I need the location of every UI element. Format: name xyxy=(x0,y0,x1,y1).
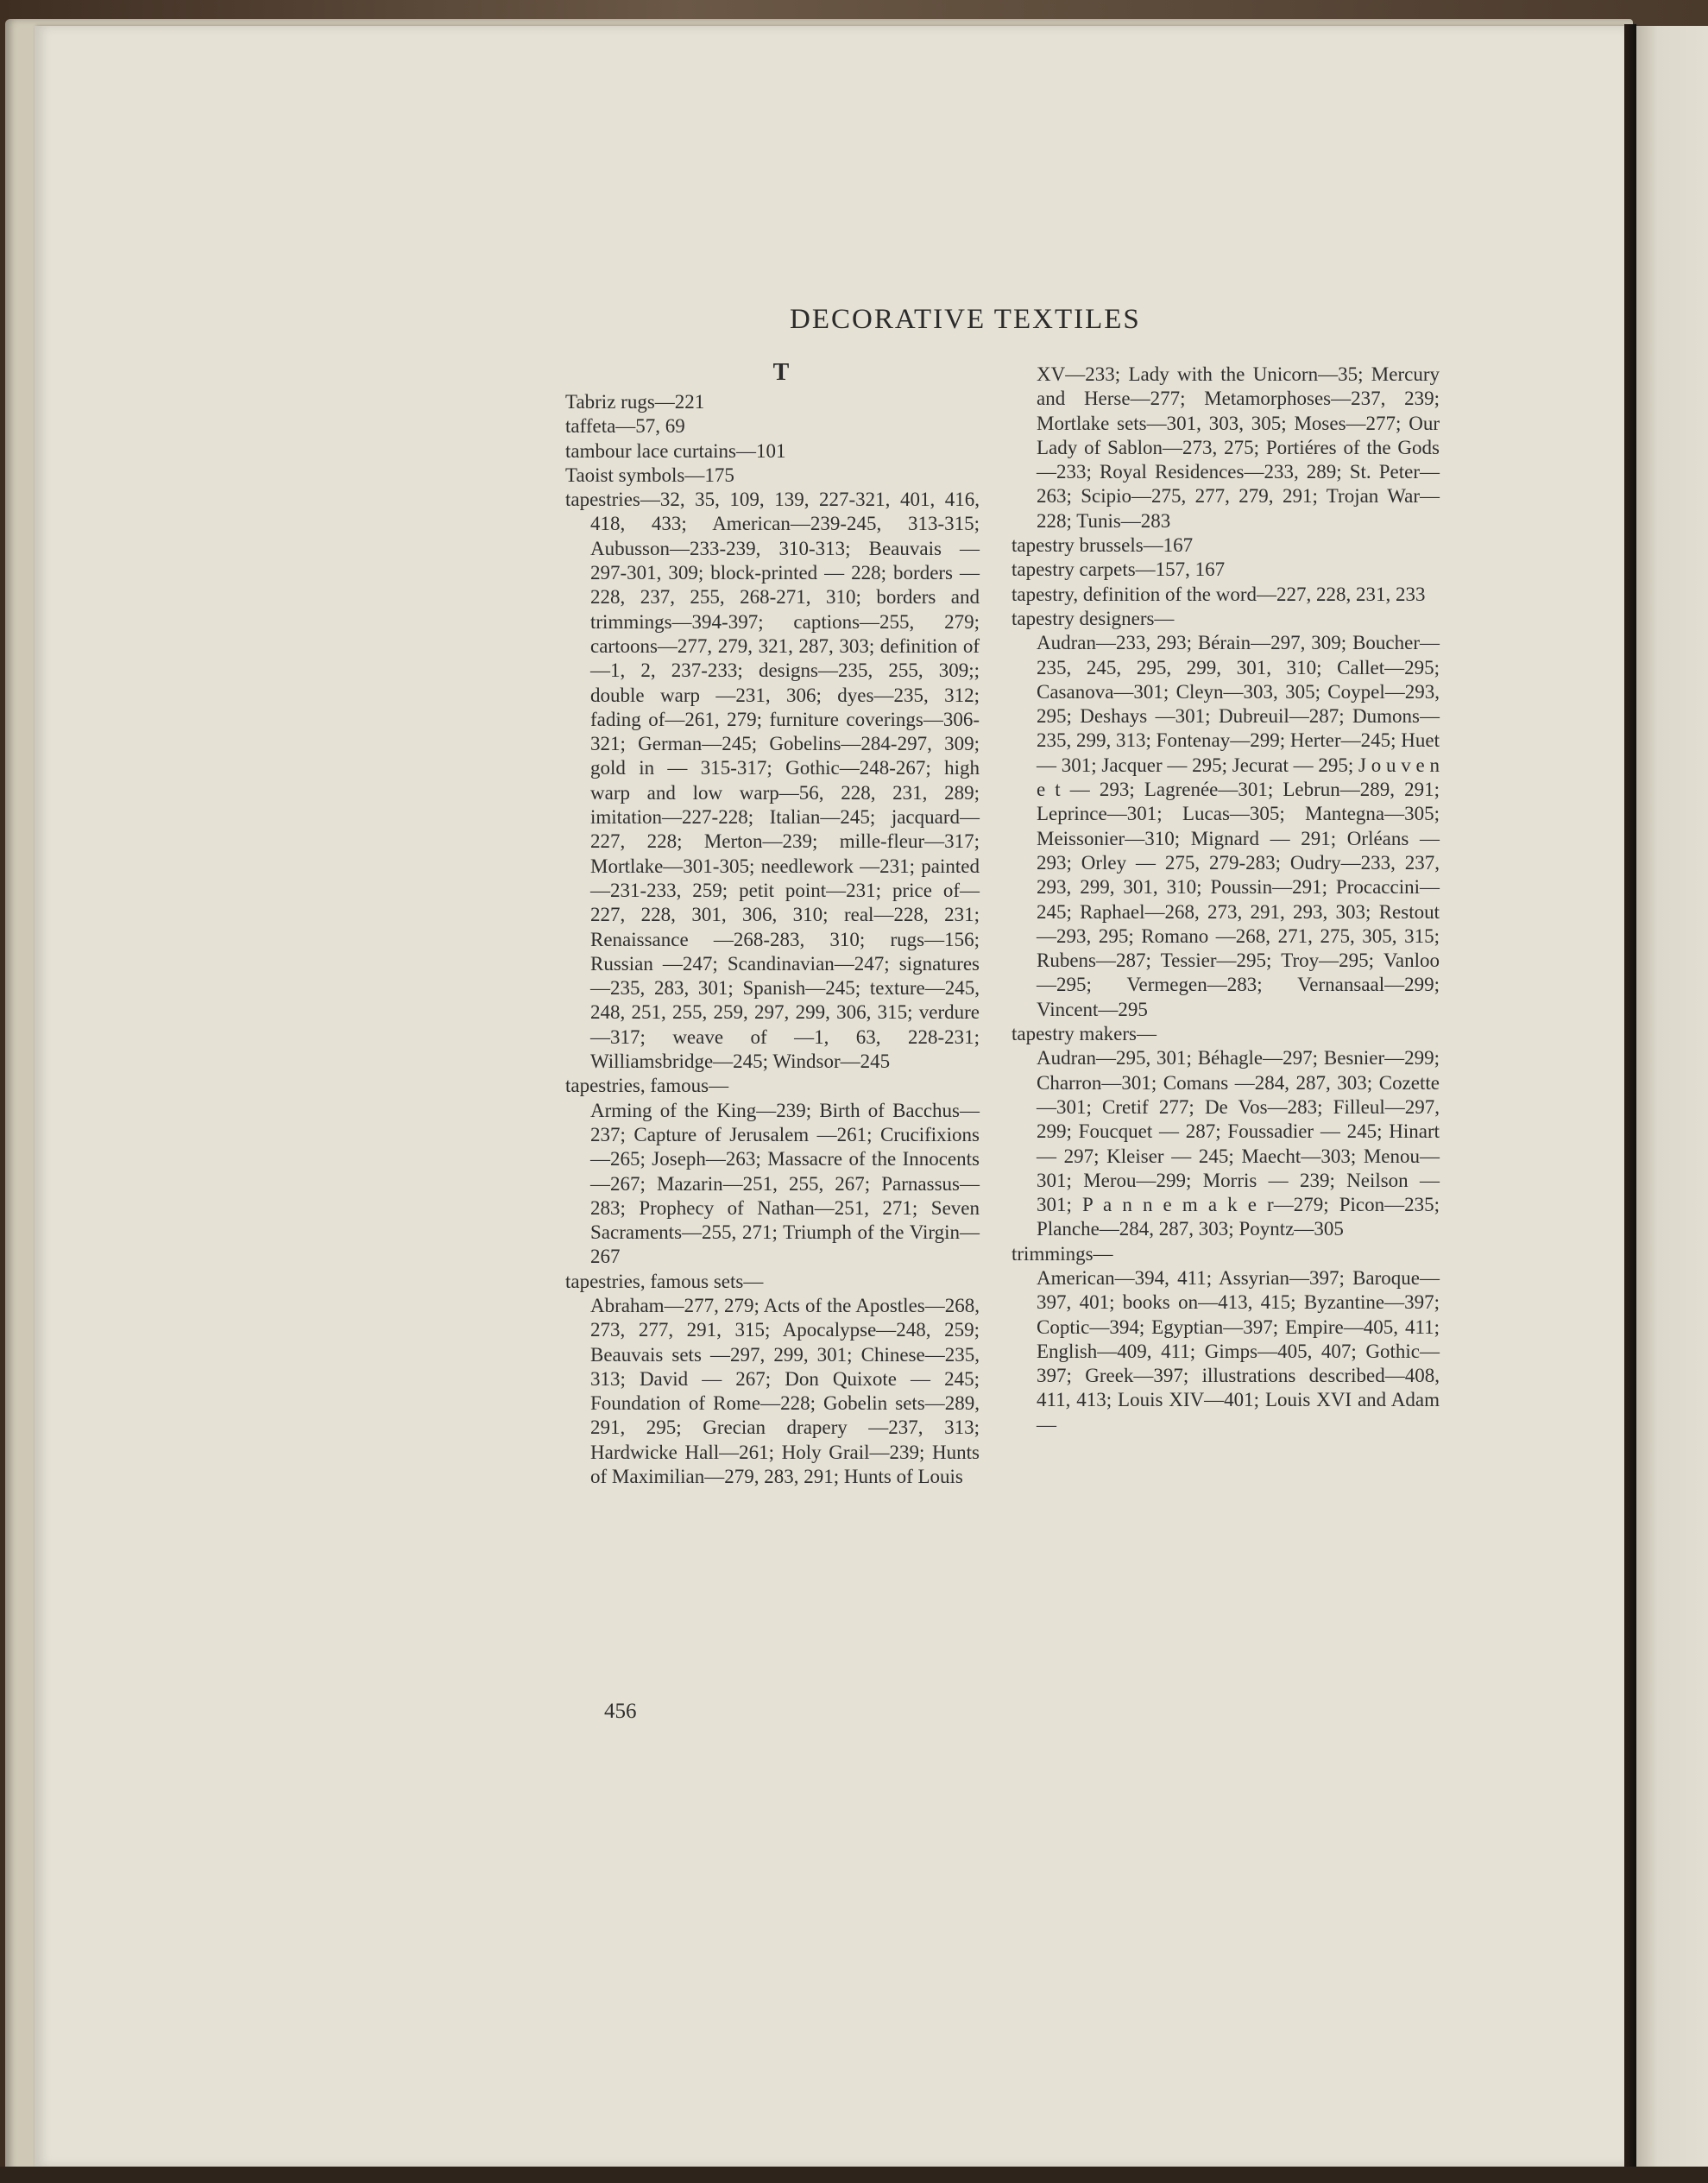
index-column-left xyxy=(565,390,980,1489)
index-subentries: Audran—233, 293; Bérain—297, 309; Boucher—235, 245, 295, 299, 301, 310; Callet—295; Casanova—301; Cleyn—303, 305; Coypel—293, 295; Deshays —301; Dubreuil—287; Dumons—235, 299, 313; Fontenay—299; Herter—245; Huet — 301; Jacquer — 295; Jecurat — 295; J o u v e n e t — 293; Lagrenée—301; Lebrun—289, 291; Leprince—301; Lucas—305; Mantegna—305; Meissonier—310; Mignard — 291; Orléans — 293; Orley — 275, 279-283; Oudry—233, 237, 293, 299, 301, 310; Poussin—291; Procaccini—245; Raphael—268, 273, 291, 293, 303; Restout—293, 295; Romano —268, 271, 275, 305, 315; Rubens—287; Tessier—295; Troy—295; Vanloo—295; Vermegen—283; Vernansaal—299; Vincent—295 xyxy=(1037,632,1440,1020)
section-letter: T xyxy=(772,359,790,386)
index-subentries: Abraham—277, 279; Acts of the Apostles—268, 273, 277, 291, 315; Apocalypse—248, 259; Beauvais sets —297, 299, 301; Chinese—235, 313; David — 267; Don Quixote — 245; Foundation of Rome—228; Gobelin sets—289, 291, 295; Grecian drapery —237, 313; Hardwicke Hall—261; Holy Grail—239; Hunts of Maximilian—279, 283, 291; Hunts of Louis xyxy=(590,1294,980,1488)
running-head: DECORATIVE TEXTILES xyxy=(790,304,1141,335)
index-entry: tapestries—32, 35, 109, 139, 227-321, 401, 416, 418, 433; American—239-245, 313-315; Aubusson—233-239, 310-313; Beauvais — 297-301, 309; block-printed — 228; borders — 228, 237, 255, 268-271, 310; borders and trimmings—394-397; captions—255, 279; cartoons—277, 279, 321, 287, 303; definition of—1, 2, 237-233; designs—235, 255, 309;; double warp —231, 306; dyes—235, 312; fading of—261, 279; furniture coverings—306-321; German—245; Gobelins—284-297, 309; gold in — 315-317; Gothic—248-267; high warp and low warp—56, 228, 231, 289; imitation—227-228; Italian—245; jacquard—227, 228; Merton—239; mille-fleur—317; Mortlake—301-305; needlework —231; painted—231-233, 259; petit point—231; price of—227, 228, 301, 306, 310; real—228, 231; Renaissance —268-283, 310; rugs—156; Russian —247; Scandinavian—247; signatures —235, 283, 301; Spanish—245; texture—245, 248, 251, 255, 259, 297, 299, 306, 315; verdure—317; weave of —1, 63, 228-231; Williamsbridge—245; Windsor—245 xyxy=(565,489,980,1073)
index-subentries-continued: XV—233; Lady with the Unicorn—35; Mercury and Herse—277; Metamorphoses—237, 239; Mortlake sets—301, 303, 305; Moses—277; Our Lady of Sablon—273, 275; Portiéres of the Gods—233; Royal Residences—233, 289; St. Peter—263; Scipio—275, 277, 279, 291; Trojan War—228; Tunis—283 xyxy=(1037,363,1440,532)
index-entry: taffeta—57, 69 xyxy=(565,415,685,438)
index-subentries: Arming of the King—239; Birth of Bacchus—237; Capture of Jerusalem —261; Crucifixions—265; Joseph—263; Massacre of the Innocents—267; Mazarin—251, 255, 267; Parnassus—283; Prophecy of Nathan—251, 271; Seven Sacraments—255, 271; Triumph of the Virgin—267 xyxy=(590,1099,980,1268)
index-subentries: Audran—295, 301; Béhagle—297; Besnier—299; Charron—301; Comans —284, 287, 303; Cozette—301; Cretif 277; De Vos—283; Filleul—297, 299; Foucquet — 287; Foussadier — 245; Hinart — 297; Kleiser — 245; Maecht—303; Menou—301; Merou—299; Morris — 239; Neilson — 301; P a n n e m a k e r—279; Picon—235; Planche—284, 287, 303; Poyntz—305 xyxy=(1037,1047,1440,1240)
book-gutter xyxy=(1624,24,1636,2174)
index-entry: tapestry, definition of the word—227, 228, 231, 233 xyxy=(1012,583,1426,605)
index-entry: Taoist symbols—175 xyxy=(565,464,734,486)
index-column-right xyxy=(1012,363,1440,1437)
index-heading: tapestries, famous— xyxy=(565,1075,729,1097)
index-heading: tapestry makers— xyxy=(1012,1023,1157,1045)
index-entry: Tabriz rugs—221 xyxy=(565,391,705,413)
index-entry: tapestry brussels—167 xyxy=(1012,534,1194,557)
index-heading: tapestries, famous sets— xyxy=(565,1270,764,1292)
index-heading: trimmings— xyxy=(1012,1242,1113,1265)
scan-bottom-edge xyxy=(0,2167,1708,2183)
page-number: 456 xyxy=(604,1700,637,1723)
index-heading: tapestry designers— xyxy=(1012,607,1175,629)
index-entry: tapestry carpets—157, 167 xyxy=(1012,558,1226,581)
index-entry: tambour lace curtains—101 xyxy=(565,439,786,462)
facing-page-edge xyxy=(1636,26,1708,2183)
index-subentries: American—394, 411; Assyrian—397; Baroque—397, 401; books on—413, 415; Byzantine—397; Coptic—394; Egyptian—397; Empire—405, 411; English—409, 411; Gimps—405, 407; Gothic—397; Greek—397; illustrations described—408, 411, 413; Louis XIV—401; Louis XVI and Adam— xyxy=(1037,1266,1440,1435)
